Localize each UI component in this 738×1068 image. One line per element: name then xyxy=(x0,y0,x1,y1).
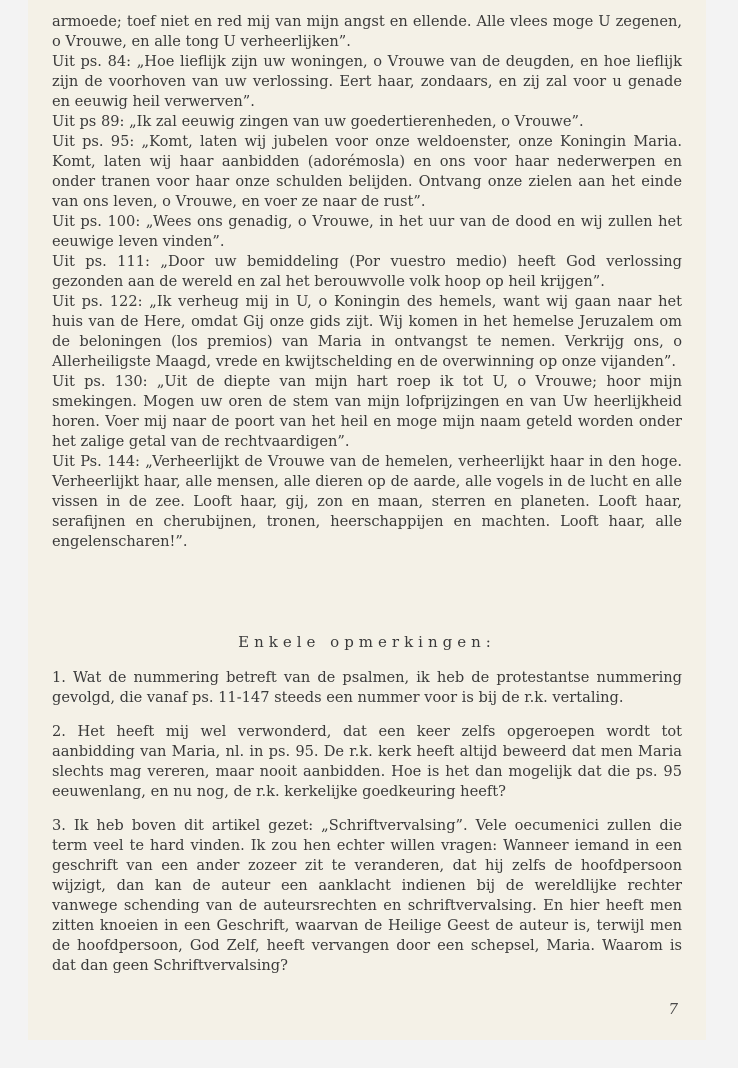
page-number: 7 xyxy=(668,1000,678,1018)
psalm-paragraph: Uit ps. 111: „Door uw bemiddeling (Por vuestro medio) heeft God verlossing gezonden aan de wereld en zal het berouwvolle volk hoop op heil krijgen”. xyxy=(52,253,682,290)
psalm-paragraph: Uit Ps. 144: „Verheerlijkt de Vrouwe van de hemelen, verheerlijkt haar in den hoge. Verheerlijkt haar, alle mensen, alle dieren op de aarde, alle vogels in de lucht en alle vissen in de zee. Looft haar, gij, zon en maan, sterren en planeten. Looft haar, serafijnen en cherubijnen, tronen, heerschappijen en machten. Looft haar, alle engelenscharen!”. xyxy=(52,453,682,550)
psalm-paragraph: Uit ps. 100: „Wees ons genadig, o Vrouwe, in het uur van de dood en wij zullen het eeuwige leven vinden”. xyxy=(52,213,682,250)
psalm-paragraph: Uit ps. 130: „Uit de diepte van mijn hart roep ik tot U, o Vrouwe; hoor mijn smekingen. Mogen uw oren de stem van mijn lofprijzingen en van Uw heerlijkheid horen. Voer mij naar de poort van het heil en moge mijn naam geteld worden onder het zalige getal van de rechtvaardigen”. xyxy=(52,373,682,450)
psalm-paragraph: Uit ps. 84: „Hoe lieflijk zijn uw woningen, o Vrouwe van de deugden, en hoe lieflijk zijn de voorhoven van uw verlossing. Eert haar, zondaars, en zij zal voor u genade en eeuwig heil verwerven”. xyxy=(52,53,682,110)
note-paragraph: 2. Het heeft mij wel verwonderd, dat een keer zelfs opgeroepen wordt tot aanbidding van Maria, nl. in ps. 95. De r.k. kerk heeft altijd beweerd dat men Maria slechts mag vereren, maar nooit aanbidden. Hoe is het dan mogelijk dat die ps. 95 eeuwenlang, en nu nog, de r.k. kerkelijke goedkeuring heeft? xyxy=(52,723,682,800)
document-page xyxy=(28,0,706,1040)
psalm-paragraph: Uit ps. 95: „Komt, laten wij jubelen voor onze weldoenster, onze Koningin Maria. Komt, laten wij haar aanbidden (adorémosla) en ons voor haar nederwerpen en onder tranen voor haar onze schulden belijden. Ontvang onze zielen aan het einde van ons leven, o Vrouwe, en voer ze naar de rust”. xyxy=(52,133,682,210)
section-heading: Enkele opmerkingen: xyxy=(238,633,496,651)
note-paragraph: 3. Ik heb boven dit artikel gezet: „Schriftvervalsing”. Vele oecumenici zullen die term veel te hard vinden. Ik zou hen echter willen vragen: Wanneer iemand in een geschrift van een ander zozeer zit te veranderen, dat hij zelfs de hoofdpersoon wijzigt, dan kan de auteur een aanklacht indienen bij de wereldlijke rechter vanwege schending van de auteursrechten en schriftvervalsing. En hier heeft men zitten knoeien in een Geschrift, waarvan de Heilige Geest de auteur is, terwijl men de hoofdpersoon, God Zelf, heeft vervangen door een schepsel, Maria. Waarom is dat dan geen Schriftvervalsing? xyxy=(52,817,682,974)
psalm-paragraph: Uit ps. 122: „Ik verheug mij in U, o Koningin des hemels, want wij gaan naar het huis van de Here, omdat Gij onze gids zijt. Wij komen in het hemelse Jeruzalem om de beloningen (los premios) van Maria in ontvangst te nemen. Verkrijg ons, o Allerheiligste Maagd, vrede en kwijtschelding en de overwinning op onze vijanden”. xyxy=(52,293,682,370)
psalm-quotes-section xyxy=(52,12,682,552)
note-paragraph: 1. Wat de nummering betreft van de psalmen, ik heb de protestantse nummering gevolgd, die vanaf ps. 11-147 steeds een nummer voor is bij de r.k. vertaling. xyxy=(52,669,682,706)
psalm-paragraph: armoede; toef niet en red mij van mijn angst en ellende. Alle vlees moge U zegenen, o Vrouwe, en alle tong U verheerlijken”. xyxy=(52,13,682,50)
notes-section xyxy=(52,668,682,990)
psalm-paragraph: Uit ps 89: „Ik zal eeuwig zingen van uw goedertierenheden, o Vrouwe”. xyxy=(52,113,584,130)
